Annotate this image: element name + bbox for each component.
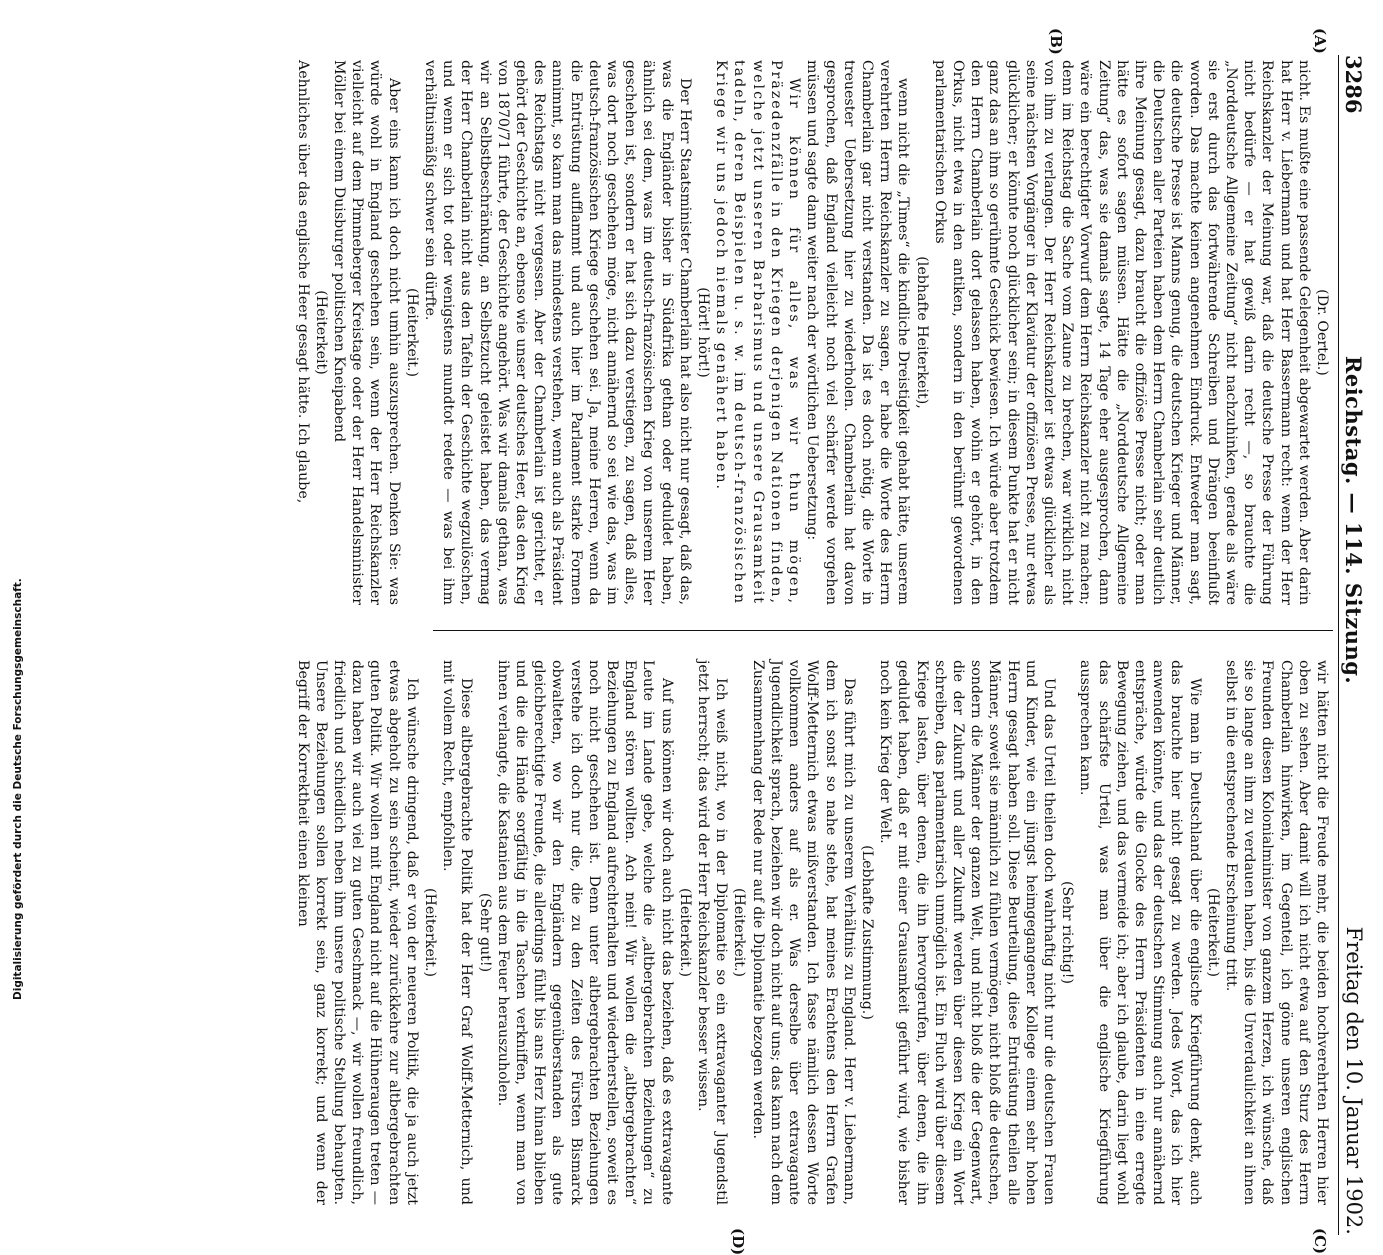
page-number: 3286: [1341, 55, 1367, 114]
margin-mark-d: (D): [729, 1228, 747, 1255]
paragraph: Wie man in Deutschland über die englische Kriegführung denkt, auch das brauchte hier nicht gesagt zu werden. Jedes Wort, das ich hier anwenden könnte, und das der deutschen Stimmung auch nur annähernd entspräche, würde die Glocke des Herrn Präsidenten in eine erregte Bewegung ziehen, und das vermeide ich; aber ich glaube, darin liegt wohl das schärfste Urteil, was man über die englische Kriegführung aussprechen kann.: [1077, 660, 1203, 1205]
reaction: (Heiterkeit.): [676, 888, 693, 977]
quotation: Wir können für alles, was wir thun mögen, Präzedenzfälle in den Kriegen derjenigen Nationen finden, welche jetzt unseren Barbarismus und unsere Grausamkeit tadeln, deren Beispielen u. s. w. im deutsch-französischen Kriege wir uns jedoch niemals genähert haben.: [713, 60, 803, 605]
reaction: (Heiterkeit.): [403, 288, 420, 377]
reaction: (lebhafte Heiterkeit),: [913, 256, 930, 409]
paragraph: wir hätten nicht die Freude mehr, die beiden hochverehrten Herren hier oben zu sehen. Aber damit will ich nicht etwa auf den Sturz des Herrn Chamberlain hinwirken, im Gegenteil, ich gönne unseren englischen Freunden diesen Kolonialminister von ganzem Herzen, ich wünsche, daß sie so lange an ihm zu verdauen haben, bis die Unverdaulichkeit an ihnen selbst in die entsprechende Erscheinung tritt.: [1222, 660, 1330, 1205]
right-column: [293, 660, 1331, 1205]
margin-mark-a: (A): [1311, 28, 1329, 54]
paragraph: Das führt mich zu unserem Verhältnis zu England. Herr v. Liebermann, dem ich sonst so nahe stehe, hat meines Erachtens den Herrn Grafen Wolff-Metternich etwas mißverstanden. Ich fasse nämlich dessen Worte vollkommen anders auf als er. Was derselbe über extravagante Jugendlichkeit sprach, beziehen wir doch nicht auf uns; das kann nach dem Zusammenhang der Rede nur auf die Diplomatie bezogen werden.: [749, 660, 857, 1205]
margin-mark-c: (C): [1311, 1228, 1329, 1255]
paragraph: Diese altbergebrachte Politik hat der Herr Graf Wolff-Metternich, und mit vollem Recht, empfohlen.: [440, 660, 475, 1205]
paragraph: Aehnliches über das englische Heer gesagt hätte. Ich glaube,: [294, 60, 311, 504]
paragraph: Aber eins kann ich doch nicht umhin auszusprechen. Denken Sie: was würde wohl in England geschehen sein, wenn der Herr Reichskanzler vielleicht auf dem Pimmeberger Kreistage oder der Herr Handelsminister Möller bei einem Duisburger politischen Kneipabend: [331, 60, 402, 605]
digitization-credit: Digitalisierung gefördert durch die Deutsche Forschungsgemeinschaft.: [12, 578, 24, 1000]
margin-mark-b: (B): [1047, 28, 1065, 55]
speaker-name: (Dr. Oertel.): [1314, 289, 1330, 376]
header-date: Freitag den 10. Januar 1902.: [1342, 926, 1366, 1235]
page-header: [1338, 55, 1369, 1235]
reaction: (Sehr gut!): [476, 892, 493, 973]
reaction: (Heiterkeit.): [422, 888, 439, 977]
header-title: Reichstag. — 114. Sitzung.: [1341, 355, 1367, 685]
paragraph: wenn nicht die „Times“ die kindliche Dreistigkeit gehabt hätte, unserem verehrten Herrn Reichskanzler zu sagen, er habe die Worte des Herrn Chamberlain gar nicht verstanden. Da ist es doch nötig, die Worte in treuester Uebersetzung hier zu wiederholen. Chamberlain hat davon gesprochen, daß England vielleicht noch viel schärfer werde vorgehen müssen und sagte dann weiter nach der wörtlichen Uebersetzung:: [804, 60, 912, 605]
column-separator: [433, 630, 1333, 631]
reaction: (Heiterkeit): [312, 290, 329, 375]
paragraph: Ich wünsche dringend, daß er von der neueren Politik, die ja auch jetzt etwas abgeholt zu sein scheint, wieder zurückkehre zur altbergebrachten guten Politik. Wir wollen mit England nicht auf die Hühneraugen treten — dazu haben wir auch viel zu guten Geschmack —, wir wollen freundlich, friedlich und schiedlich neben ihm unsere politische Stellung behaupten. Unsere Beziehungen sollen korrekt sein, ganz korrekt; und wenn der Begriff der Korrektheit einen kleinen: [294, 660, 420, 1205]
paragraph: nicht. Es mußte eine passende Gelegenheit abgewartet werden. Aber darin hat Herr v. Liebermann und hat Herr Bassermann recht: wenn der Herr Reichskanzler der Meinung war, daß die deutsche Presse der Führung nicht bedürfe — er hat gewiß darin recht —, so brauchte die „Norddeutsche Allgemeine Zeitung“ nicht nachzuhinken, gerade als wäre sie erst durch das fortwährende Schreiben und Drängen beeinflußt worden. Das machte keinen angenehmen Eindruck. Entweder man sagt, die deutsche Presse ist Manns genug, die deutschen Krieger und Männer, die Deutschen aller Parteien haben dem Herrn Chamberlain sehr deutlich ihre Meinung gesagt, dazu braucht die offiziöse Presse nicht; oder man hätte es sofort sagen müssen. Hätte die „Norddeutsche Allgemeine Zeitung“ das, was sie damals sagte, 14 Tage eher ausgesprochen, dann wäre ein berechtigter Vorwurf dem Herrn Reichskanzler nicht zu machen; denn im Reichstag die Sache vom Zaune zu brechen, war wirklich nicht von ihm zu verlangen. Der Herr Reichskanzler ist etwas glücklicher als seine nächsten Vorgänger in der Klaviatur der offiziösen Presse, nur etwas glücklicher; er könnte noch glücklicher sein; in diesem Punkte hat er nicht ganz das an ihm so gerühmte Geschick bewiesen. Ich würde aber trotzdem den Herrn Chamberlain dort gelassen haben, wohin er gehört, in den Orkus, nicht etwa in den antiken, sondern in den berühmt gewordenen parlamentarischen Orkus: [931, 60, 1312, 605]
reaction: (Sehr richtig!): [1059, 880, 1076, 985]
reaction: (Heiterkeit.): [731, 888, 748, 977]
reaction: (Hört! hört!): [695, 287, 712, 378]
left-column: [293, 60, 1331, 605]
paragraph: Der Herr Staatsminister Chamberlain hat also nicht nur gesagt, daß das, was die Engländer bisher in Südafrika gethan oder geduldet haben, ähnlich sei dem, was im deutsch-französischen Krieg von unserem Heer geschehen ist, sondern er hat sich dazu verstiegen, zu sagen, daß alles, was dort noch geschehen möge, nicht annähernd so sei wie das, was im deutsch-französischen Kriege geschehen sei. Ja, meine Herren, wenn da die Entrüstung aufflammt und auch hier im Parlament starke Formen annimmt, so kann man das mindestens verstehen, wenn auch als Präsident des Reichstags nicht vergessen. Aber der Chamberlain ist gerichtet, er gehört der Geschichte an, ebenso wie unser deutsches Heer, das den Krieg von 1870/71 führte, der Geschichte angehört. Was wir damals gethan, was wir an Selbstbeschränkung, an Selbstzucht geleistet haben, das vermag der Herr Chamberlain nicht aus den Tafeln der Geschichte wegzulöschen, und wenn er sich tot oder wenigstens mundtot redete — was bei ihm verhältnismäßig schwer sein dürfte.: [422, 60, 693, 605]
paragraph: Ich weiß nicht, wo in der Diplomatie so ein extravaganter Jugendstil jetzt herrscht; das wird der Herr Reichskanzler besser wissen.: [695, 660, 730, 1205]
paragraph: Und das Urteil theilen doch wahrhaftig nicht nur die deutschen Frauen und Kinder, wie ein jüngst heimgegangener Kollege einem sehr hohen Herrn gesagt haben soll. Diese Beurteilung, diese Entrüstung theilen alle Männer, soweit sie männlich zu fühlen vermögen, nicht bloß die deutschen, sondern die Männer der ganzen Welt, und nicht bloß die der Gegenwart, die der Zukunft und aller Zukunft werden über diesen Krieg ein Wort schreiben, das parlamentarisch unmöglich ist. Ein Fluch wird über diesem Kriege lasten, über denen, die ihn hervorgerufen, über denen, die ihn geduldet haben, daß er mit einer Grausamkeit geführt wird, wie bisher noch kein Krieg der Welt.: [877, 660, 1057, 1206]
paragraph: Auf uns können wir doch auch nicht das beziehen, daß es extravagante Leute im Lande gebe, welche die „altbergebrachten Beziehungen“ zu England stören wollten. Ach nein! Wir wollen die „altbergebrachten“ Beziehungen zu England aufrechterhalten und wiederherstellen, soweit es noch nicht geschehen ist. Denn unter altbergebrachten Beziehungen verstehe ich doch nur die, die zu den Zeiten des Fürsten Bismarck obwalteten, wo wir den Engländern gegenüberstanden als gute gleichberechtigte Freunde, die allerdings fühlt bis ans Herz hinan blieben und die die Hände sorgfältig in die Taschen verkniffen, wenn man von ihnen verlangte, die Kastanien aus dem Feuer herauszuholen.: [494, 660, 675, 1205]
reaction: (Heiterkeit.): [1204, 888, 1221, 977]
reaction: (Lebhafte Zustimmung.): [858, 845, 875, 1020]
